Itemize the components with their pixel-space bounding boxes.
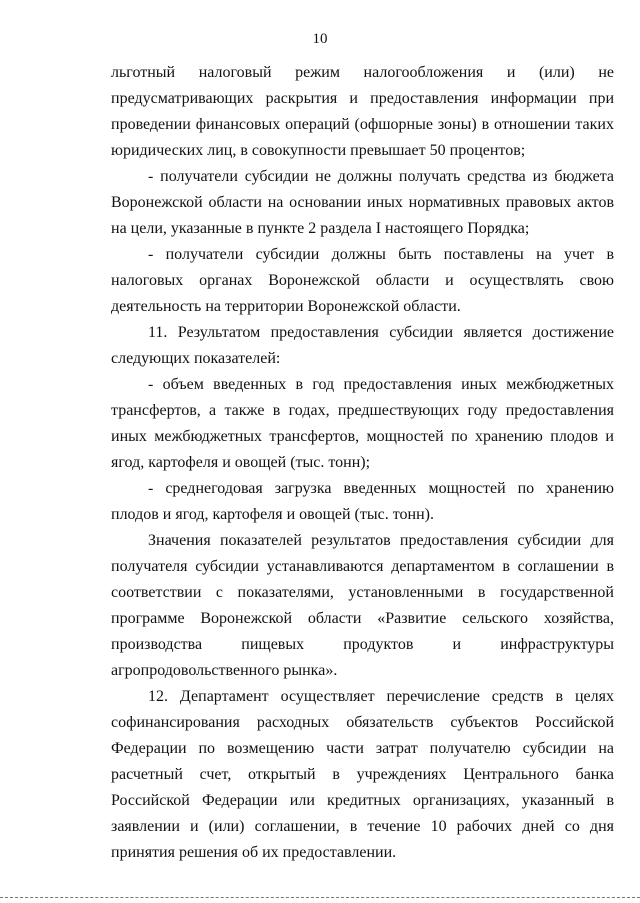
document-body bbox=[111, 60, 614, 866]
page-number: 10 bbox=[312, 31, 328, 47]
paragraph-item-12-transfer: 12. Департамент осуществляет перечисление средств в целях софинансирования расходных обязательств субъектов Российской Федерации по возмещению части затрат получателю субсидии на расчетный счет, открытый в учреждениях Центрального банка Российской Федерации или кредитных организациях, указанный в заявлении и (или) соглашении, в течение 10 рабочих дней со дня принятия решения об их предоставлении. bbox=[111, 688, 614, 861]
paragraph-indicator-load: - среднегодовая загрузка введенных мощностей по хранению плодов и ягод, картофеля и овощей (тыс. тонн). bbox=[111, 480, 614, 523]
page-bottom-divider bbox=[0, 897, 640, 898]
paragraph-item-11-results: 11. Результатом предоставления субсидии является достижение следующих показателей: bbox=[111, 324, 614, 367]
paragraph-offshore-continuation: льготный налоговый режим налогообложения и (или) не предусматривающих раскрытия и предоставления информации при проведении финансовых операций (офшорные зоны) в отношении таких юридических лиц, в совокупности превышает 50 процентов; bbox=[111, 64, 614, 159]
paragraph-no-other-budget-funds: - получатели субсидии не должны получать средства из бюджета Воронежской области на основании иных нормативных правовых актов на цели, указанные в пункте 2 раздела I настоящего Порядка; bbox=[111, 168, 614, 237]
paragraph-indicator-values: Значения показателей результатов предоставления субсидии для получателя субсидии устанавливаются департаментом в соглашении в соответствии с показателями, установленными в государственной программе Воронежской области «Развитие сельского хозяйства, производства пищевых продуктов и инфраструктуры агропродовольственного рынка». bbox=[111, 532, 614, 679]
paragraph-indicator-capacity: - объем введенных в год предоставления иных межбюджетных трансфертов, а также в годах, предшествующих году предоставления иных межбюджетных трансфертов, мощностей по хранению плодов и ягод, картофеля и овощей (тыс. тонн); bbox=[111, 376, 614, 471]
paragraph-tax-registration: - получатели субсидии должны быть поставлены на учет в налоговых органах Воронежской области и осуществлять свою деятельность на территории Воронежской области. bbox=[111, 246, 614, 315]
